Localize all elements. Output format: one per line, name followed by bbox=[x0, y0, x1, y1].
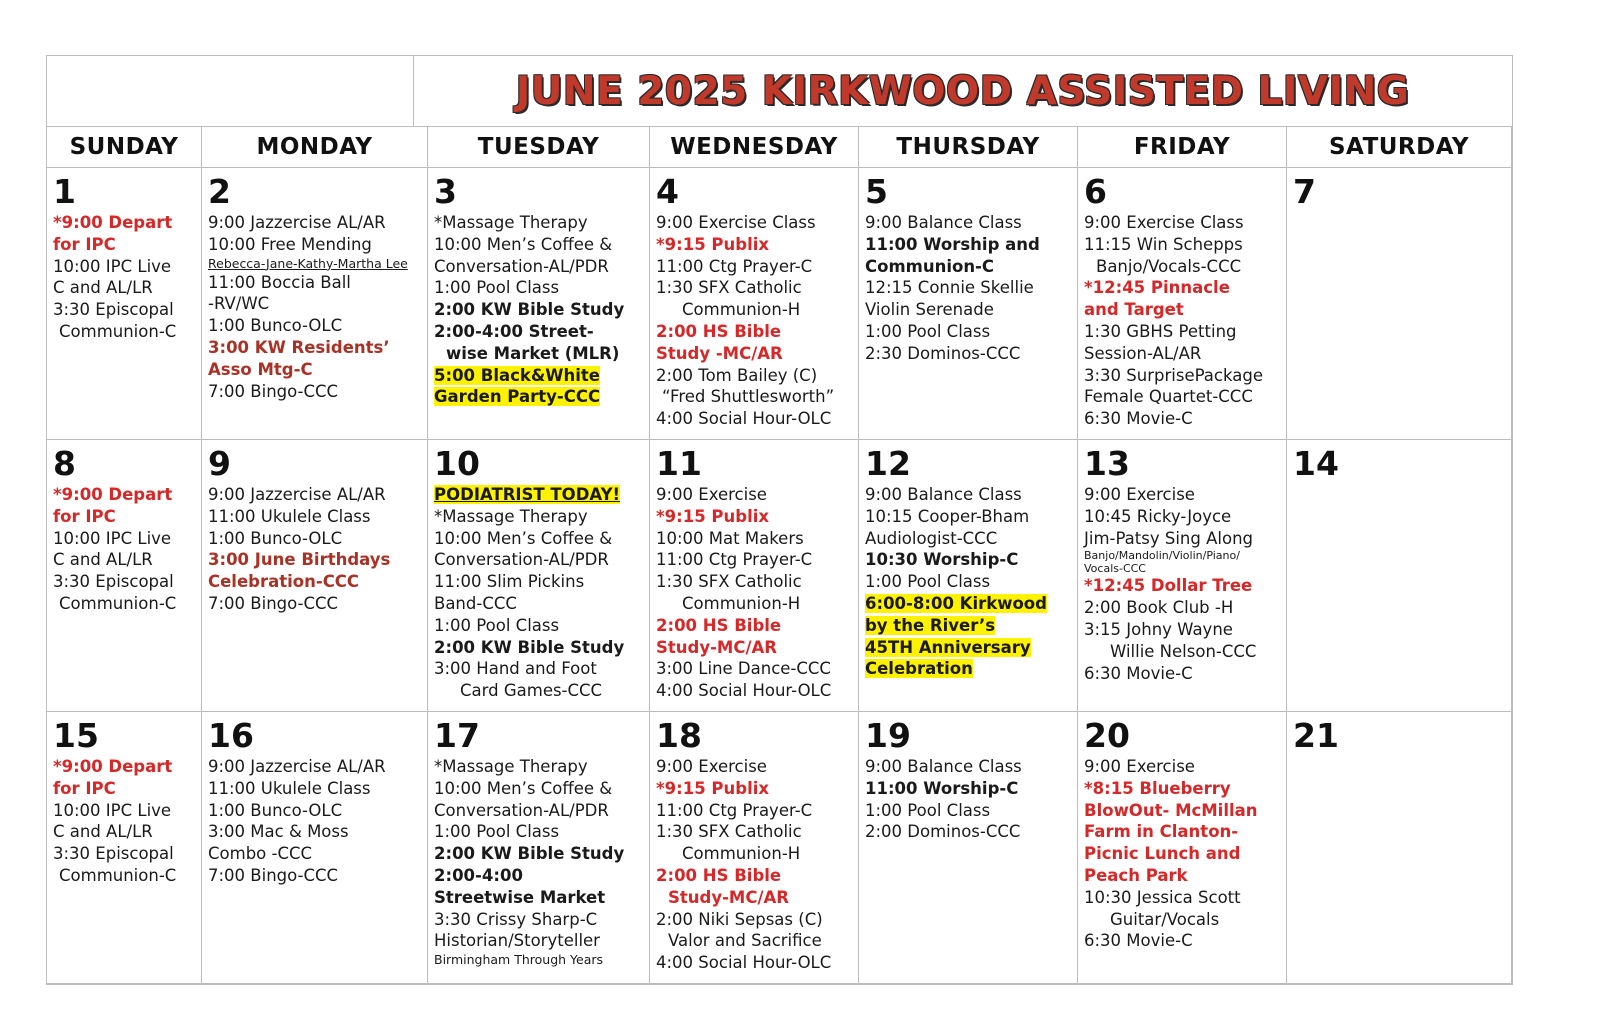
event-line: 9:00 Exercise Class bbox=[656, 213, 816, 232]
event-line: *9:00 Depart bbox=[53, 485, 173, 504]
event-line: 10:00 IPC Live bbox=[53, 800, 172, 820]
event-line: 10:00 Men’s Coffee & bbox=[434, 528, 613, 548]
event-line: and Target bbox=[1084, 300, 1184, 320]
event-line: 3:00 June Birthdays bbox=[208, 550, 391, 570]
day-number: 9 bbox=[208, 444, 231, 483]
event-line: 6:30 Movie-C bbox=[1084, 663, 1193, 683]
event-line: 1:00 Pool Class bbox=[434, 822, 560, 842]
event-line: 2:00 HS Bible bbox=[656, 615, 782, 635]
day-cell-16 bbox=[202, 712, 428, 984]
day-number: 6 bbox=[1084, 172, 1107, 211]
event-line: C and AL/LR bbox=[53, 550, 153, 570]
event-line: Celebration bbox=[865, 659, 973, 679]
event-line: 1:30 SFX Catholic bbox=[656, 822, 802, 842]
day-cell-7 bbox=[1287, 168, 1512, 440]
day-number: 7 bbox=[1293, 172, 1316, 211]
event-line: Card Games-CCC bbox=[460, 681, 603, 701]
event-line: 9:00 Jazzercise AL/AR bbox=[208, 485, 386, 504]
event-line: 3:30 Crissy Sharp-C bbox=[434, 909, 598, 929]
day-number: 14 bbox=[1293, 444, 1339, 483]
day-header-saturday: SATURDAY bbox=[1287, 126, 1512, 168]
event-line: 10:30 Worship-C bbox=[865, 550, 1019, 570]
event-line: 11:00 Slim Pickins bbox=[434, 572, 585, 592]
calendar-title: JUNE 2025 KIRKWOOD ASSISTED LIVING bbox=[515, 68, 1410, 114]
title-row bbox=[47, 56, 1512, 127]
event-line: Vocals-CCC bbox=[1084, 562, 1146, 576]
event-line: 3:15 Johny Wayne bbox=[1084, 619, 1233, 639]
event-line: “Fred Shuttlesworth” bbox=[662, 387, 835, 407]
event-line: 11:00 Ctg Prayer-C bbox=[656, 256, 813, 276]
event-line: 9:00 Jazzercise AL/AR bbox=[208, 213, 386, 232]
event-line: Audiologist-CCC bbox=[865, 528, 998, 548]
event-line: Banjo/Vocals-CCC bbox=[1096, 256, 1242, 276]
event-line: Conversation-AL/PDR bbox=[434, 256, 609, 276]
event-line: Willie Nelson-CCC bbox=[1110, 641, 1257, 661]
day-header-tuesday: TUESDAY bbox=[428, 126, 650, 168]
day-cell-5 bbox=[859, 168, 1078, 440]
event-line: 3:30 Episcopal bbox=[53, 300, 174, 320]
event-line: 2:00 HS Bible bbox=[656, 321, 782, 341]
title-blank-cell bbox=[47, 56, 414, 126]
event-line: 11:00 Ukulele Class bbox=[208, 778, 371, 798]
day-header-monday: MONDAY bbox=[202, 126, 428, 168]
event-line: 10:30 Jessica Scott bbox=[1084, 887, 1241, 907]
day-cell-18 bbox=[650, 712, 859, 984]
event-line: *Massage Therapy bbox=[434, 506, 588, 526]
day-cell-21 bbox=[1287, 712, 1512, 984]
day-number: 4 bbox=[656, 172, 679, 211]
event-line: Communion-C bbox=[865, 256, 995, 276]
event-line: 6:00-8:00 Kirkwood bbox=[865, 593, 1047, 613]
event-line: 3:00 Hand and Foot bbox=[434, 659, 597, 679]
event-line: 2:30 Dominos-CCC bbox=[865, 343, 1021, 363]
event-line: 11:15 Win Schepps bbox=[1084, 234, 1243, 254]
event-line: C and AL/LR bbox=[53, 278, 153, 298]
day-number: 17 bbox=[434, 716, 480, 755]
event-line: 2:00 Dominos-CCC bbox=[865, 822, 1021, 842]
day-number: 20 bbox=[1084, 716, 1130, 755]
event-line: 2:00-4:00 bbox=[434, 865, 523, 885]
event-line: for IPC bbox=[53, 778, 116, 798]
day-number: 3 bbox=[434, 172, 457, 211]
day-cell-11 bbox=[650, 440, 859, 712]
event-line: 7:00 Bingo-CCC bbox=[208, 593, 339, 613]
event-line: 3:00 Mac & Moss bbox=[208, 822, 349, 842]
day-cell-13 bbox=[1078, 440, 1287, 712]
event-line: PODIATRIST TODAY! bbox=[434, 485, 621, 504]
event-line: 4:00 Social Hour-OLC bbox=[656, 953, 832, 973]
event-line: Band-CCC bbox=[434, 593, 517, 613]
event-line: 3:30 Episcopal bbox=[53, 844, 174, 864]
day-number: 13 bbox=[1084, 444, 1130, 483]
day-cell-4 bbox=[650, 168, 859, 440]
event-line: Study -MC/AR bbox=[656, 343, 783, 363]
event-line: *9:00 Depart bbox=[53, 757, 173, 776]
event-line: 5:00 Black&White bbox=[434, 365, 600, 385]
day-cell-19 bbox=[859, 712, 1078, 984]
event-line: 11:00 Ukulele Class bbox=[208, 506, 371, 526]
event-line: 9:00 Jazzercise AL/AR bbox=[208, 757, 386, 776]
event-line: 6:30 Movie-C bbox=[1084, 409, 1193, 429]
event-line: 9:00 Exercise bbox=[656, 485, 767, 504]
event-line: 1:00 Pool Class bbox=[434, 615, 560, 635]
day-cell-20 bbox=[1078, 712, 1287, 984]
event-line: 11:00 Worship-C bbox=[865, 778, 1019, 798]
event-line: 6:30 Movie-C bbox=[1084, 931, 1193, 951]
event-line: 1:30 GBHS Petting bbox=[1084, 321, 1237, 341]
day-number: 8 bbox=[53, 444, 76, 483]
event-line: 2:00 HS Bible bbox=[656, 865, 782, 885]
event-line: Communion-C bbox=[59, 593, 177, 613]
event-line: Asso Mtg-C bbox=[208, 359, 313, 379]
event-line: 9:00 Exercise Class bbox=[1084, 213, 1244, 232]
event-line: by the River’s bbox=[865, 615, 996, 635]
event-line: *Massage Therapy bbox=[434, 213, 588, 232]
event-line: 9:00 Exercise bbox=[1084, 757, 1195, 776]
event-line: for IPC bbox=[53, 234, 116, 254]
event-line: 1:00 Bunco-OLC bbox=[208, 800, 343, 820]
day-number: 10 bbox=[434, 444, 480, 483]
day-header-sunday: SUNDAY bbox=[47, 126, 202, 168]
event-line: Celebration-CCC bbox=[208, 572, 360, 592]
event-line: Conversation-AL/PDR bbox=[434, 800, 609, 820]
day-cell-1 bbox=[47, 168, 202, 440]
event-line: 7:00 Bingo-CCC bbox=[208, 865, 339, 885]
event-line: 1:00 Pool Class bbox=[865, 800, 991, 820]
event-line: 1:00 Pool Class bbox=[865, 321, 991, 341]
day-number: 16 bbox=[208, 716, 254, 755]
event-line: 3:00 Line Dance-CCC bbox=[656, 659, 831, 679]
event-line: *9:15 Publix bbox=[656, 778, 770, 798]
event-line: 4:00 Social Hour-OLC bbox=[656, 681, 832, 701]
day-number: 18 bbox=[656, 716, 702, 755]
event-line: Picnic Lunch and bbox=[1084, 844, 1241, 864]
day-number: 1 bbox=[53, 172, 76, 211]
day-number: 2 bbox=[208, 172, 231, 211]
day-cell-9 bbox=[202, 440, 428, 712]
event-line: *9:15 Publix bbox=[656, 506, 770, 526]
event-line: 10:00 IPC Live bbox=[53, 528, 172, 548]
event-line: 10:00 Men’s Coffee & bbox=[434, 778, 613, 798]
day-cell-8 bbox=[47, 440, 202, 712]
event-line: Farm in Clanton- bbox=[1084, 822, 1239, 842]
event-line: 1:00 Pool Class bbox=[865, 572, 991, 592]
event-line: 10:00 IPC Live bbox=[53, 256, 172, 276]
day-number: 12 bbox=[865, 444, 911, 483]
event-line: 2:00 Niki Sepsas (C) bbox=[656, 909, 823, 929]
event-line: 10:45 Ricky-Joyce bbox=[1084, 506, 1232, 526]
event-line: Communion-H bbox=[682, 300, 801, 320]
event-line: 10:00 Free Mending bbox=[208, 234, 372, 254]
day-cell-14 bbox=[1287, 440, 1512, 712]
event-line: *Massage Therapy bbox=[434, 757, 588, 776]
event-line: BlowOut- McMillan bbox=[1084, 800, 1258, 820]
event-line: Study-MC/AR bbox=[668, 887, 789, 907]
event-line: Garden Party-CCC bbox=[434, 387, 601, 407]
event-line: *8:15 Blueberry bbox=[1084, 778, 1231, 798]
event-line: 1:00 Bunco-OLC bbox=[208, 528, 343, 548]
day-cell-6 bbox=[1078, 168, 1287, 440]
event-line: 12:15 Connie Skellie bbox=[865, 278, 1034, 298]
event-line: Historian/Storyteller bbox=[434, 931, 600, 951]
event-line: wise Market (MLR) bbox=[446, 343, 620, 363]
event-line: Communion-H bbox=[682, 593, 801, 613]
day-number: 15 bbox=[53, 716, 99, 755]
event-line: 1:00 Pool Class bbox=[434, 278, 560, 298]
event-line: 3:30 Episcopal bbox=[53, 572, 174, 592]
day-cell-17 bbox=[428, 712, 650, 984]
event-line: 2:00-4:00 Street- bbox=[434, 321, 594, 341]
event-line: 3:00 KW Residents’ bbox=[208, 337, 390, 357]
event-line: 2:00 KW Bible Study bbox=[434, 844, 625, 864]
event-line: Peach Park bbox=[1084, 865, 1188, 885]
event-line: *12:45 Dollar Tree bbox=[1084, 576, 1253, 596]
event-line: Communion-H bbox=[682, 844, 801, 864]
event-line: 7:00 Bingo-CCC bbox=[208, 381, 339, 401]
day-cell-15 bbox=[47, 712, 202, 984]
event-line: 11:00 Worship and bbox=[865, 234, 1040, 254]
day-number: 19 bbox=[865, 716, 911, 755]
day-cell-3 bbox=[428, 168, 650, 440]
event-line: 4:00 Social Hour-OLC bbox=[656, 409, 832, 429]
event-line: 9:00 Balance Class bbox=[865, 485, 1022, 504]
day-cell-12 bbox=[859, 440, 1078, 712]
event-line: 3:30 SurprisePackage bbox=[1084, 365, 1263, 385]
event-line: Banjo/Mandolin/Violin/Piano/ bbox=[1084, 549, 1240, 563]
event-line: Female Quartet-CCC bbox=[1084, 387, 1253, 407]
day-header-wednesday: WEDNESDAY bbox=[650, 126, 859, 168]
day-number: 11 bbox=[656, 444, 702, 483]
event-line: Jim-Patsy Sing Along bbox=[1084, 528, 1254, 548]
event-line: 2:00 Tom Bailey (C) bbox=[656, 365, 818, 385]
event-line: 1:00 Bunco-OLC bbox=[208, 316, 343, 336]
event-line: *9:15 Publix bbox=[656, 234, 770, 254]
event-line: -RV/WC bbox=[208, 294, 270, 314]
event-line: Study-MC/AR bbox=[656, 637, 777, 657]
event-line: Birmingham Through Years bbox=[434, 952, 604, 968]
event-line: Rebecca-Jane-Kathy-Martha Lee bbox=[208, 255, 408, 271]
event-line: 10:00 Mat Makers bbox=[656, 528, 804, 548]
day-cell-2 bbox=[202, 168, 428, 440]
event-line: Guitar/Vocals bbox=[1110, 909, 1220, 929]
event-line: 10:00 Men’s Coffee & bbox=[434, 234, 613, 254]
day-header-thursday: THURSDAY bbox=[859, 126, 1078, 168]
event-line: 11:00 Boccia Ball bbox=[208, 272, 351, 292]
event-line: *12:45 Pinnacle bbox=[1084, 278, 1230, 298]
event-line: for IPC bbox=[53, 506, 116, 526]
event-line: Violin Serenade bbox=[865, 300, 994, 320]
event-line: 10:15 Cooper-Bham bbox=[865, 506, 1030, 526]
event-line: 2:00 KW Bible Study bbox=[434, 300, 625, 320]
calendar bbox=[46, 55, 1513, 985]
event-line: 2:00 KW Bible Study bbox=[434, 637, 625, 657]
event-line: Communion-C bbox=[59, 865, 177, 885]
event-line: 1:30 SFX Catholic bbox=[656, 572, 802, 592]
event-line: 11:00 Ctg Prayer-C bbox=[656, 800, 813, 820]
day-number: 21 bbox=[1293, 716, 1339, 755]
event-line: 9:00 Balance Class bbox=[865, 757, 1022, 776]
event-line: Session-AL/AR bbox=[1084, 343, 1202, 363]
day-header-friday: FRIDAY bbox=[1078, 126, 1287, 168]
event-line: 9:00 Exercise bbox=[656, 757, 767, 776]
event-line: 1:30 SFX Catholic bbox=[656, 278, 802, 298]
day-number: 5 bbox=[865, 172, 888, 211]
event-line: Communion-C bbox=[59, 321, 177, 341]
event-line: Conversation-AL/PDR bbox=[434, 550, 609, 570]
day-cell-10 bbox=[428, 440, 650, 712]
event-line: *9:00 Depart bbox=[53, 213, 173, 232]
event-line: 2:00 Book Club -H bbox=[1084, 598, 1234, 618]
event-line: 9:00 Exercise bbox=[1084, 485, 1195, 504]
event-line: Streetwise Market bbox=[434, 887, 606, 907]
event-line: Combo -CCC bbox=[208, 844, 313, 864]
event-line: C and AL/LR bbox=[53, 822, 153, 842]
event-line: 9:00 Balance Class bbox=[865, 213, 1022, 232]
event-line: 11:00 Ctg Prayer-C bbox=[656, 550, 813, 570]
event-line: Valor and Sacrifice bbox=[668, 931, 822, 951]
event-line: 45TH Anniversary bbox=[865, 637, 1031, 657]
